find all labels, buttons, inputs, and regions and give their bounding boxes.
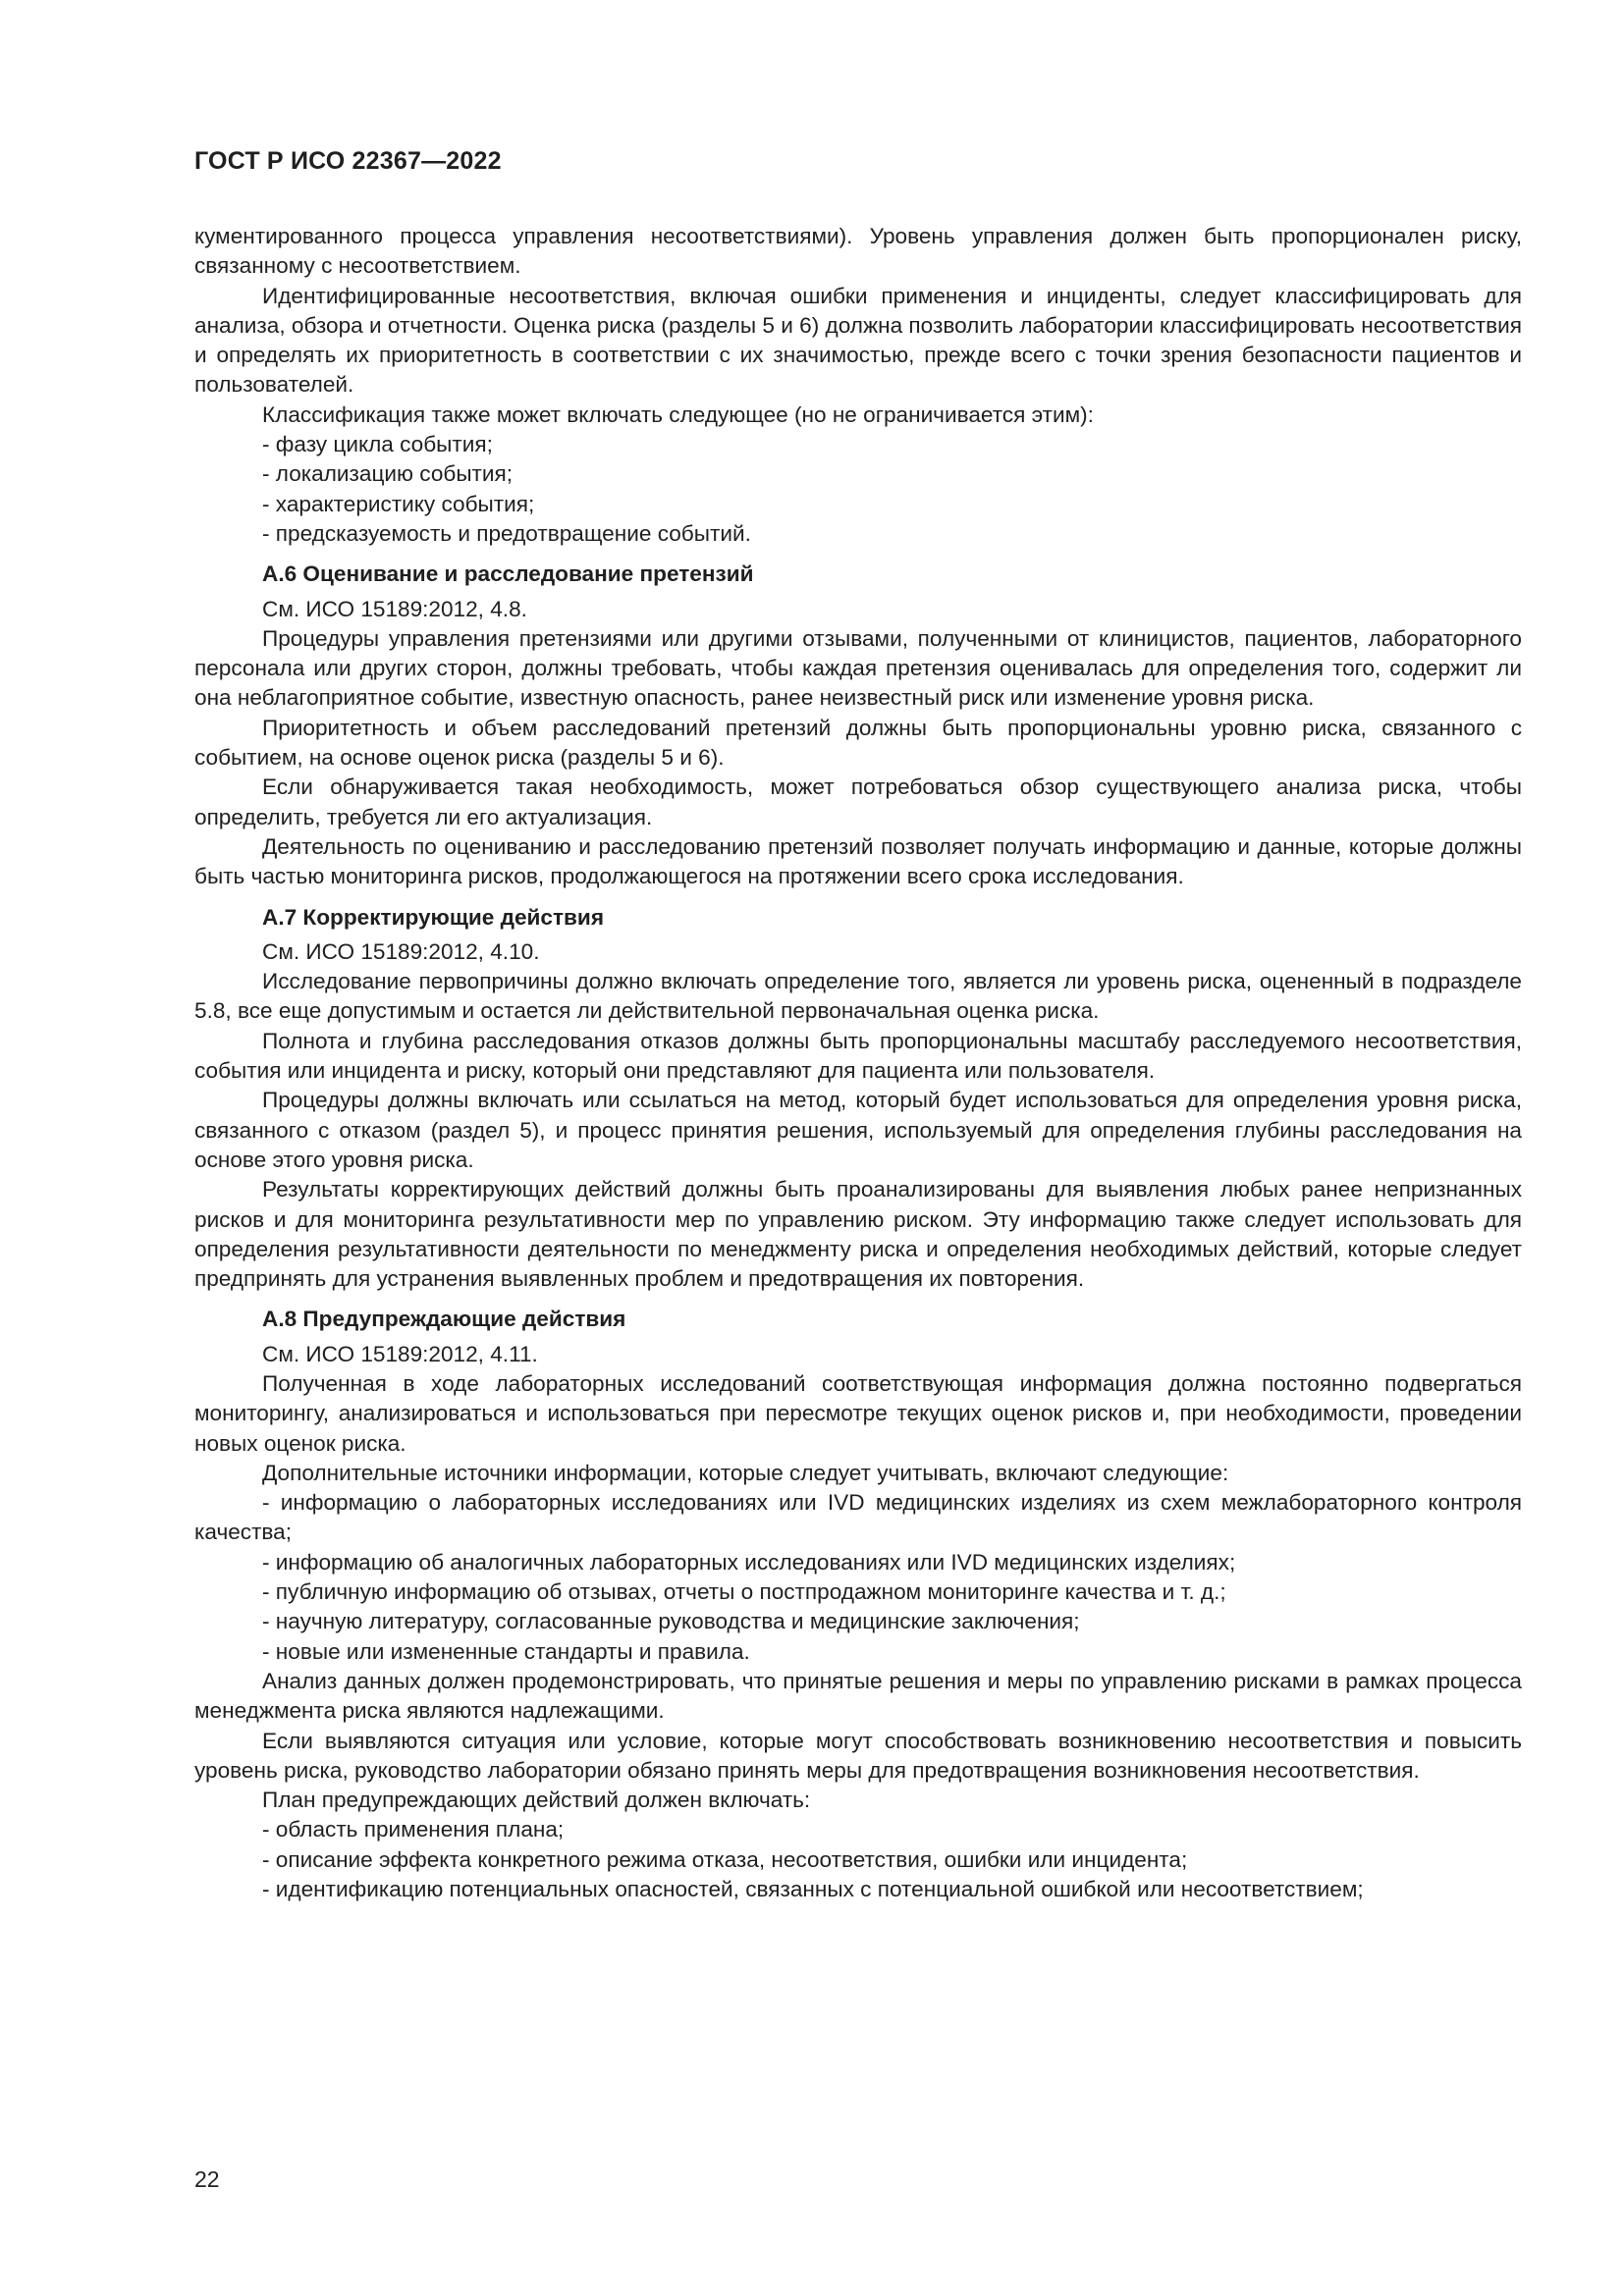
paragraph: Результаты корректирующих действий должны быть проанализированы для выявления любых ранее непризнанных рисков и для мониторинга результативности мер по управлению риском. Эту информацию также следует использовать для определения результативности деятельности по менеджменту риска и определения необходимых действий, которые следует предпринять для устранения выявленных проблем и предотвращения их повторения. [194,1177,1522,1292]
list-item: - описание эффекта конкретного режима отказа, несоответствия, ошибки или инцидента; [262,1846,1188,1872]
paragraph: Идентифицированные несоответствия, включая ошибки применения и инциденты, следует классифицировать для анализа, обзора и отчетности. Оценка риска (разделы 5 и 6) должна позволить лаборатории классифицировать несоответствия и определять их приоритетность в соответствии с их значимостью, прежде всего с точки зрения безопасности пациентов и пользователей. [194,283,1522,398]
list-item: - информацию об аналогичных лабораторных исследованиях или IVD медицинских изделиях; [262,1549,1236,1575]
section-heading-a6: А.6 Оценивание и расследование претензий [262,561,754,587]
list-item: - научную литературу, согласованные руководства и медицинские заключения; [262,1609,1080,1634]
paragraph: Классификация также может включать следующее (но не ограничивается этим): [262,401,1094,427]
paragraph: Процедуры должны включать или ссылаться на метод, который будет использоваться для определения уровня риска, связанного с отказом (раздел 5), и процесс принятия решения, используемый для определения глубины расследования на основе этого уровня риска. [194,1088,1522,1172]
list-item: - характеристику события; [262,491,535,516]
reference: См. ИСО 15189:2012, 4.8. [262,596,527,621]
document-body [194,222,1522,1904]
page-number: 22 [194,2166,220,2192]
list-item: - новые или измененные стандарты и правила. [262,1638,750,1664]
list-item: - информацию о лабораторных исследованиях или IVD медицинских изделиях из схем межлабораторного контроля качества; [194,1490,1522,1545]
paragraph: Исследование первопричины должно включать определение того, является ли уровень риска, оцененный в подразделе 5.8, все еще допустимым и остается ли действительной первоначальная оценка риска. [194,969,1522,1024]
list-item: - публичную информацию об отзывах, отчеты о постпродажном мониторинге качества и т. д.; [262,1579,1226,1605]
paragraph: Если выявляются ситуация или условие, которые могут способствовать возникновению несоответствия и повысить уровень риска, руководство лаборатории обязано принять меры для предотвращения возникновения несоответствия. [194,1728,1522,1783]
paragraph: Процедуры управления претензиями или другими отзывами, полученными от клиницистов, пациентов, лабораторного персонала или других сторон, должны требовать, чтобы каждая претензия оценивалась для определения того, содержит ли она неблагоприятное событие, известную опасность, ранее неизвестный риск или изменение уровня риска. [194,625,1522,711]
list-item: - локализацию события; [262,461,514,487]
paragraph: кументированного процесса управления несоответствиями). Уровень управления должен быть пропорционален риску, связанному с несоответствием. [194,224,1522,279]
reference: См. ИСО 15189:2012, 4.11. [262,1341,538,1366]
paragraph: Полнота и глубина расследования отказов должны быть пропорциональны масштабу расследуемого несоответствия, события или инцидента и риску, который они представляют для пациента или пользователя. [194,1028,1522,1084]
paragraph: Приоритетность и объем расследований претензий должны быть пропорциональны уровню риска, связанного с событием, на основе оценок риска (разделы 5 и 6). [194,715,1522,771]
list-item: - предсказуемость и предотвращение событий. [262,520,751,546]
paragraph: Анализ данных должен продемонстрировать, что принятые решения и меры по управлению рисками в рамках процесса менеджмента риска являются надлежащими. [194,1668,1522,1724]
list-item: - область применения плана; [262,1817,565,1842]
reference: См. ИСО 15189:2012, 4.10. [262,938,540,964]
paragraph: Если обнаруживается такая необходимость, может потребоваться обзор существующего анализа риска, чтобы определить, требуется ли его актуализация. [194,774,1522,829]
list-item: - фазу цикла события; [262,432,493,457]
paragraph: Полученная в ходе лабораторных исследований соответствующая информация должна постоянно подвергаться мониторингу, анализироваться и использоваться при пересмотре текущих оценок рисков и, при необходимости, проведении новых оценок риска. [194,1370,1522,1456]
list-item: - идентификацию потенциальных опасностей, связанных с потенциальной ошибкой или несоответствием; [262,1877,1364,1902]
standard-header: ГОСТ Р ИСО 22367—2022 [194,147,502,175]
section-heading-a8: А.8 Предупреждающие действия [262,1307,626,1332]
section-heading-a7: А.7 Корректирующие действия [262,904,605,930]
paragraph: План предупреждающих действий должен включать: [262,1788,811,1813]
paragraph: Деятельность по оцениванию и расследованию претензий позволяет получать информацию и данные, которые должны быть частью мониторинга рисков, продолжающегося на протяжении всего срока исследования. [194,833,1522,889]
paragraph: Дополнительные источники информации, которые следует учитывать, включают следующие: [262,1460,1229,1485]
